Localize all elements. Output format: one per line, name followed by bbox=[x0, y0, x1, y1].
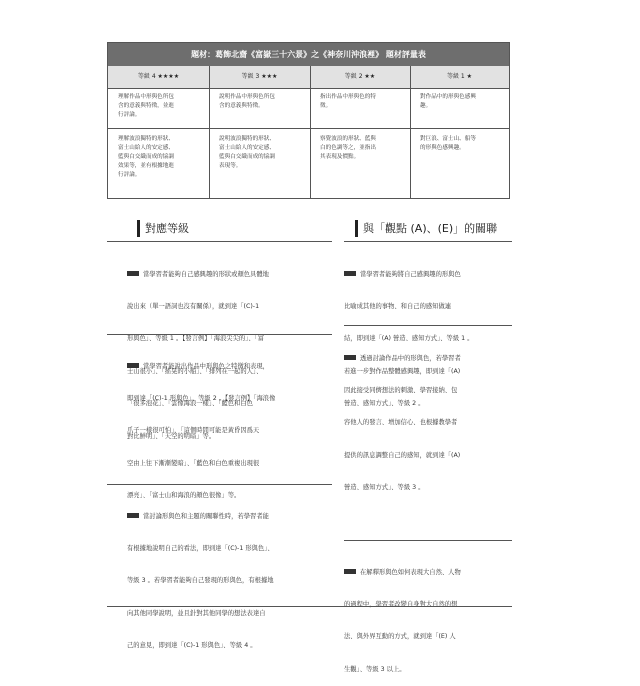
text-line: 法、與外界互動的方式，就到達「(E) 人 bbox=[344, 633, 456, 641]
rubric-cell: 指出作品中形與色的特 徵。 bbox=[320, 94, 376, 109]
text-line: 當學習者能夠將自己感興趣的形與色 bbox=[344, 270, 512, 281]
paragraph-divider bbox=[344, 540, 512, 541]
text-line: 即到達「(C)-1 形與色」、等級 2 。【發言例】「海浪像 bbox=[127, 394, 276, 402]
right-paragraph-3 bbox=[344, 546, 512, 686]
text-line: 當學習者能說出作品中形與色之特徵和表現， bbox=[127, 362, 332, 373]
bullet-marker bbox=[127, 271, 139, 276]
bullet-marker bbox=[127, 513, 139, 518]
paragraph-divider bbox=[344, 325, 512, 326]
text-line: 形與色」、等級 1 。【發言例】「海浪尖尖的」、「富 bbox=[127, 335, 265, 343]
bullet-marker bbox=[127, 363, 139, 368]
section-divider bbox=[107, 241, 332, 242]
text-line: 提供的訊息調整自己的感知，就到達「(A) bbox=[344, 451, 461, 459]
bullet-marker bbox=[344, 355, 356, 360]
rubric-title: 題材：葛飾北齋《富嶽三十六景》之《神奈川沖浪裡》 題材評量表 bbox=[108, 43, 509, 66]
text-line: 容他人的發言、增加信心、也根據教學者 bbox=[344, 419, 458, 427]
rubric-table bbox=[107, 42, 510, 199]
heading-bar bbox=[355, 220, 358, 237]
heading-bar bbox=[137, 220, 140, 237]
right-paragraph-2 bbox=[344, 332, 512, 505]
rubric-cell: 對作品中的形與色感興 趣。 bbox=[420, 94, 476, 109]
text-line: 士山很小」、「搖晃的小船」、「排列在一起的人」、 bbox=[127, 367, 263, 375]
paragraph-divider bbox=[107, 334, 332, 335]
text-line: 因此接受同儕想法的刺激、學習接納、包 bbox=[344, 386, 458, 394]
text-line: 有根據地說明自己的看法，即到達「(C)-1 形與色」、 bbox=[127, 544, 274, 552]
rubric-cell: 察覺波浪的形狀、藍與 白的色調等之，並指出 其表現及價點。 bbox=[320, 136, 376, 160]
left-paragraph-2 bbox=[127, 340, 332, 513]
paragraph-divider bbox=[107, 484, 332, 485]
rubric-header-row bbox=[108, 66, 509, 89]
text-line: 對比鮮明」、「天空的明暗」等。 bbox=[127, 432, 216, 440]
text-line: 營造、感知方式」、等級 3 。 bbox=[344, 484, 425, 492]
text-line: 生觀」、等級 3 以上。 bbox=[344, 665, 406, 673]
left-section-heading: 對應等級 bbox=[145, 222, 189, 235]
text-line: 結，即到達「(A) 營造、感知方式」、等級 1 。 bbox=[344, 335, 474, 343]
text-line: 比喻成其他的事物、和自己的感知做連 bbox=[344, 302, 452, 310]
right-section-heading: 與「觀點 (A)、(E)」的關聯 bbox=[363, 222, 498, 235]
header-level-2: 等級 2 ★★ bbox=[344, 73, 376, 80]
text-line: 的過程中，學習者改變自身對大自然的想 bbox=[344, 600, 458, 608]
left-paragraph-3 bbox=[127, 490, 332, 663]
rubric-cell: 說明作品中形與色所包 含的意義與特徵。 bbox=[219, 94, 275, 109]
text-line: 漂亮」、「富士山和海浪的顏色很像」等。 bbox=[127, 492, 241, 500]
text-line: 若進一步對作品整體感興趣，即到達「(A) bbox=[344, 367, 461, 375]
text-line: 等級 3 。若學習者能夠自己發現的形與色，有根據地 bbox=[127, 577, 274, 585]
text-line: 透過討論作品中的形與色，若學習者 bbox=[344, 354, 512, 365]
bullet-marker bbox=[344, 271, 356, 276]
header-level-3: 等級 3 ★★★ bbox=[241, 73, 278, 80]
rubric-cell: 理解作品中形與色所包 含的意義與特徵，並進 行評論。 bbox=[118, 94, 174, 118]
text-line: 說出來（單一語詞也沒有關係），就到達「(C)-1 bbox=[127, 302, 260, 310]
text-line: 己的意見，即到達「(C)-1 形與色」、等級 4 。 bbox=[127, 642, 257, 650]
text-line: 當學習者能夠自己感興趣的形狀或顏色具體地 bbox=[127, 270, 332, 281]
rubric-body bbox=[108, 88, 509, 198]
bottom-rule bbox=[107, 606, 512, 607]
text-line: 爪子一樣很可怕」、「這個時間可能是黃昏因爲天 bbox=[127, 427, 260, 435]
section-divider bbox=[344, 241, 512, 242]
text-line: 「很多泡花」、「雲像海浪一樣」、「藍色和白色 bbox=[127, 400, 253, 408]
text-line: 向其他同學說明，並且針對其他同學的想法表達自 bbox=[127, 609, 266, 617]
text-line: 當討論形與色和主題的關聯性時，若學習者能 bbox=[127, 512, 332, 523]
text-line: 營造、感知方式」、等級 2 。 bbox=[344, 400, 425, 408]
text-line: 空由上往下漸漸變暗」、「藍色和白色重複出現很 bbox=[127, 459, 260, 467]
rubric-cell: 說明波浪獨特的形狀、 富士山給人的安定感、 藍與白交織而成的協調 表現等。 bbox=[219, 136, 275, 169]
rubric-cell: 理解波浪獨特的形狀、 富士山給人的安定感、 藍與白交織而成的協調 效果等，並有根據地進 行評論。 bbox=[118, 136, 174, 178]
text-line: 在解釋形與色如何表現大自然、人物 bbox=[344, 568, 512, 579]
bullet-marker bbox=[344, 569, 356, 574]
header-level-1: 等級 1 ★ bbox=[446, 73, 472, 80]
row-divider bbox=[108, 128, 509, 129]
rubric-cell: 對巨浪、富士山、船等 的形與色感興趣。 bbox=[420, 136, 476, 151]
header-level-4: 等級 4 ★★★★ bbox=[137, 73, 180, 80]
